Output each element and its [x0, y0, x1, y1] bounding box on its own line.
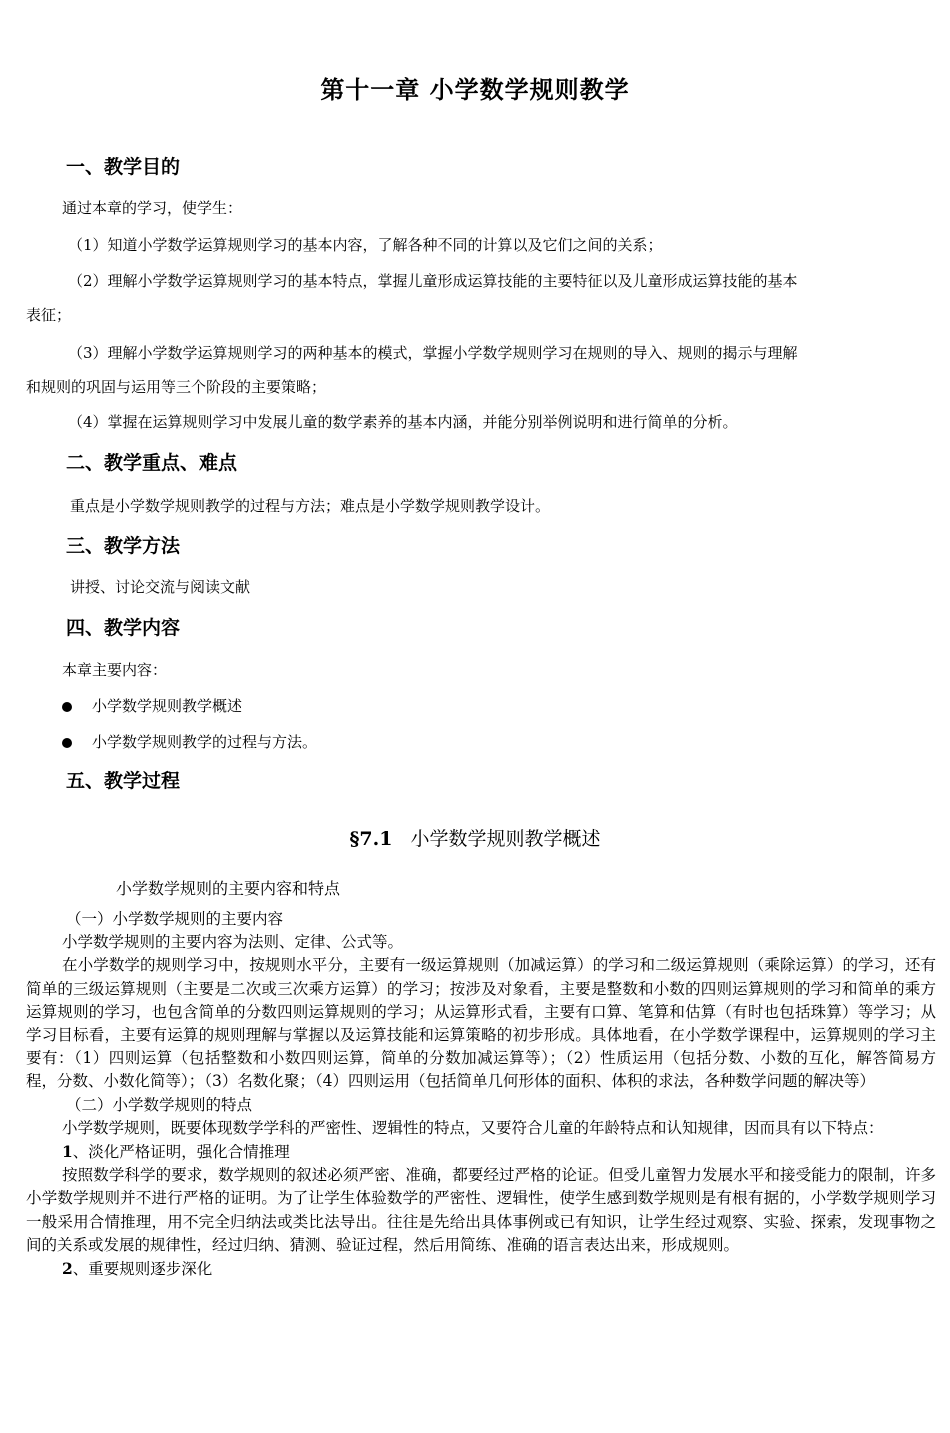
- section-number: §7.1: [349, 828, 393, 850]
- heading-key-points: 二、教学重点、难点: [66, 452, 238, 474]
- feature-2: [26, 1257, 936, 1281]
- chapter-title: 第十一章 小学数学规则教学: [320, 76, 630, 104]
- list-item: [62, 695, 242, 716]
- bullet-icon: [62, 738, 72, 748]
- feature-1-number: 1: [62, 1142, 73, 1162]
- list-item: [62, 731, 317, 752]
- objective-4: （4）掌握在运算规则学习中发展儿童的数学素养的基本内涵，并能分别举例说明和进行简单的分析。: [68, 413, 738, 431]
- list-item-text: 小学数学规则教学概述: [92, 697, 243, 715]
- section-title: [0, 824, 950, 851]
- objective-1: （1）知道小学数学运算规则学习的基本内容，了解各种不同的计算以及它们之间的关系；: [68, 236, 663, 254]
- feature-1: [26, 1140, 936, 1164]
- heading-process: 五、教学过程: [66, 770, 181, 792]
- body-paragraph-4: 按照数学科学的要求，数学规则的叙述必须严密、准确，都要经过严格的论证。但受儿童智力发展水平和接受能力的限制，许多小学数学规则并不进行严格的证明。为了让学生体验数学的严密性、逻辑性，使学生感到数学规则是有根有据的，小学数学规则学习一般采用合情推理，用不完全归纳法或类比法导出。往往是先给出具体事例或已有知识，让学生经过观察、实验、探索，发现事物之间的关系或发展的规律性，经过归纳、猜测、验证过程，然后用简练、准确的语言表达出来，形成规则。: [26, 1166, 936, 1254]
- feature-2-text: 、重要规则逐步深化: [72, 1260, 213, 1279]
- methods-text: 讲授、讨论交流与阅读文献: [70, 578, 251, 596]
- objectives-intro: 通过本章的学习，使学生：: [62, 199, 243, 217]
- body-heading-2: （二）小学数学规则的特点: [66, 1095, 253, 1114]
- heading-methods: 三、教学方法: [66, 535, 181, 557]
- bullet-icon: [62, 702, 72, 712]
- list-item-text: 小学数学规则教学的过程与方法。: [92, 733, 318, 751]
- objective-3b: 和规则的巩固与运用等三个阶段的主要策略；: [26, 378, 327, 396]
- body-paragraph-1: 小学数学规则的主要内容为法则、定律、公式等。: [62, 933, 404, 952]
- sub-title: 小学数学规则的主要内容和特点: [116, 879, 341, 898]
- body-paragraph-2: 在小学数学的规则学习中，按规则水平分，主要有一级运算规则（加减运算）的学习和二级运算规则（乘除运算）的学习，还有简单的三级运算规则（主要是二次或三次乘方运算）的学习；按涉及对象看，主要是整数和小数的四则运算规则的学习和简单的乘方运算规则的学习，也包含简单的分数四则运算规则的学习；从运算形式看，主要有口算、笔算和估算（有时也包括珠算）等学习；从学习目标看，主要有运算的规则理解与掌握以及运算技能和运算策略的初步形成。具体地看，在小学数学课程中，运算规则的学习主要有：（1）四则运算（包括整数和小数四则运算，简单的分数加减运算等）；（2）性质运用（包括分数、小数的互化，解答简易方程，分数、小数化简等）；（3）名数化聚；（4）四则运用（包括简单几何形体的面积、体积的求法，各种数学问题的解决等）: [26, 956, 936, 1091]
- objective-2b: 表征；: [26, 306, 72, 324]
- body-heading-1: （一）小学数学规则的主要内容: [66, 910, 284, 928]
- feature-1-text: 、淡化严格证明，强化合情推理: [72, 1143, 290, 1162]
- section-title-text: 小学数学规则教学概述: [410, 828, 601, 850]
- objective-3a: （3）理解小学数学运算规则学习的两种基本的模式，掌握小学数学规则学习在规则的导入、规则的揭示与理解: [68, 344, 798, 362]
- heading-content: 四、教学内容: [66, 617, 181, 639]
- key-points-text: 重点是小学数学规则教学的过程与方法；难点是小学数学规则教学设计。: [70, 497, 551, 515]
- body-paragraph-3: 小学数学规则，既要体现数学学科的严密性、逻辑性的特点，又要符合儿童的年龄特点和认知规律，因而具有以下特点：: [62, 1118, 884, 1137]
- objective-2a: （2）理解小学数学运算规则学习的基本特点，掌握儿童形成运算技能的主要特征以及儿童形成运算技能的基本: [68, 272, 798, 290]
- body-text: [26, 908, 936, 1281]
- content-intro: 本章主要内容：: [62, 661, 168, 679]
- feature-2-number: 2: [62, 1259, 73, 1279]
- heading-objectives: 一、教学目的: [66, 156, 181, 178]
